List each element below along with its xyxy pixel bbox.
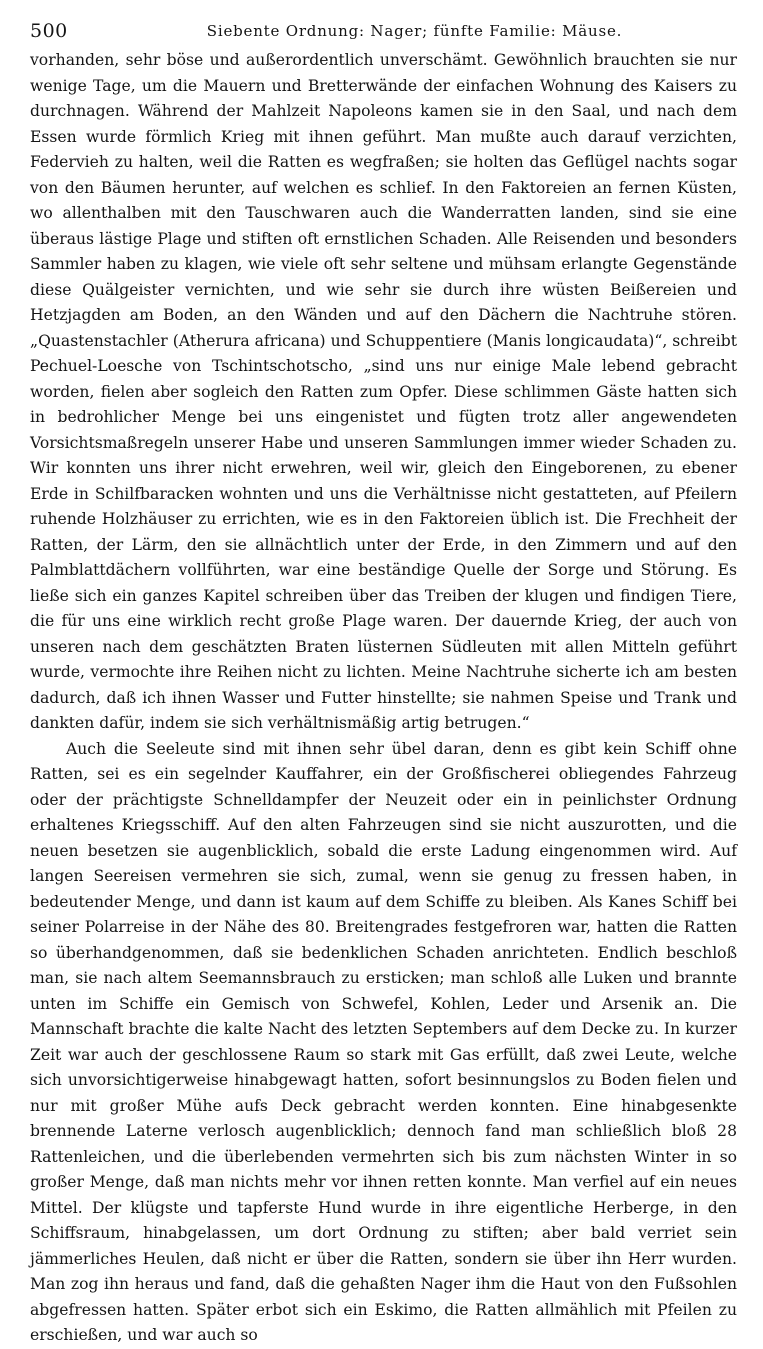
page-number: 500 <box>30 20 68 42</box>
running-head <box>30 14 737 48</box>
paragraph-seafarers: Auch die Seeleute sind mit ihnen sehr übel daran, denn es gibt kein Schiff ohne Ratten, sei es ein segelnder Kauffahrer, ein der Großfischerei obliegendes Fahrzeug oder der prächtigste Schnelldampfer der Neuzeit oder ein in peinlichster Ordnung erhaltenes Kriegsschiff. Auf den alten Fahrzeugen sind sie nicht auszurotten, und die neuen besetzen sie augenblicklich, sobald die erste Ladung eingenommen wird. Auf langen Seereisen vermehren sie sich, zumal, wenn sie genug zu fressen haben, in bedeutender Menge, und dann ist kaum auf dem Schiffe zu bleiben. Als Kanes Schiff bei seiner Polarreise in der Nähe des 80. Breitengrades festgefroren war, hatten die Ratten so überhandgenommen, daß sie bedenklichen Schaden anrichteten. Endlich beschloß man, sie nach altem Seemannsbrauch zu ersticken; man schloß alle Luken und brannte unten im Schiffe ein Gemisch von Schwefel, Kohlen, Leder und Arsenik an. Die Mannschaft brachte die kalte Nacht des letzten Septembers auf dem Decke zu. In kurzer Zeit war auch der geschlossene Raum so stark mit Gas erfüllt, daß zwei Leute, welche sich unvorsichtigerweise hinabgewagt hatten, sofort besinnungslos zu Boden fielen und nur mit großer Mühe aufs Deck gebracht werden konnten. Eine hinabgesenkte brennende Laterne verlosch augenblicklich; dennoch fand man schließlich bloß 28 Rattenleichen, und die überlebenden vermehrten sich bis zum nächsten Winter in so großer Menge, daß man nichts mehr vor ihnen retten konnte. Man verfiel auf ein neues Mittel. Der klügste und tapferste Hund wurde in ihre eigentliche Herberge, in den Schiffsraum, hinabgelassen, um dort Ordnung zu stiften; aber bald verriet sein jämmerliches Heulen, daß nicht er über die Ratten, sondern sie über ihn Herr wurden. Man zog ihn heraus und fand, daß die gehaßten Nager ihm die Haut von den Fußsohlen abgefressen hatten. Später erbot sich ein Eskimo, die Ratten allmählich mit Pfeilen zu erschießen, und war auch so <box>30 739 737 1344</box>
paragraph-continued: vorhanden, sehr böse und außerordentlich unverschämt. Gewöhnlich brauchten sie nur wenige Tage, um die Mauern und Bretterwände der einfachen Wohnung des Kaisers zu durchnagen. Während der Mahlzeit Napoleons kamen sie in den Saal, und nach dem Essen wurde förmlich Krieg mit ihnen geführt. Man mußte auch darauf verzichten, Federvieh zu halten, weil die Ratten es wegfraßen; sie holten das Geflügel nachts sogar von den Bäumen herunter, auf welchen es schlief. In den Faktoreien an fernen Küsten, wo allenthalben mit den Tauschwaren auch die Wanderratten landen, sind sie eine überaus lästige Plage und stiften oft ernstlichen Schaden. Alle Reisenden und besonders Sammler haben zu klagen, wie viele oft sehr seltene und mühsam erlangte Gegenstände diese Quälgeister vernichten, und wie sehr sie durch ihre wüsten Beißereien und Hetzjagden am Boden, an den Wänden und auf den Dächern die Nachtruhe stören. „Quastenstachler (Atherura africana) und Schuppentiere (Manis longicaudata)“, schreibt Pechuel-Loesche von Tschintschotscho, „sind uns nur einige Male lebend gebracht worden, fielen aber sogleich den Ratten zum Opfer. Diese schlimmen Gäste hatten sich in bedrohlicher Menge bei uns eingenistet und fügten trotz aller angewendeten Vorsichtsmaßregeln unserer Habe und unseren Sammlungen immer wieder Schaden zu. Wir konnten uns ihrer nicht erwehren, weil wir, gleich den Eingeborenen, zu ebener Erde in Schilfbaracken wohnten und uns die Verhältnisse nicht gestatteten, auf Pfeilern ruhende Holzhäuser zu errichten, wie es in den Faktoreien üblich ist. Die Frechheit der Ratten, der Lärm, den sie allnächtlich unter der Erde, in den Zimmern und auf den Palmblattdächern vollführten, war eine beständige Quelle der Sorge und Störung. Es ließe sich ein ganzes Kapitel schreiben über das Treiben der klugen und findigen Tiere, die für uns eine wirklich recht große Plage waren. Der dauernde Krieg, der auch von unseren nach dem geschätzten Braten lüsternen Südleuten mit allen Mitteln geführt wurde, vermochte ihre Reihen nicht zu lichten. Meine Nachtruhe sicherte ich am besten dadurch, daß ich ihnen Wasser und Futter hinstellte; sie nahmen Speise und Trank und dankten dafür, indem sie sich verhältnismäßig artig betrugen.“ <box>30 51 737 732</box>
body-text <box>30 48 737 1349</box>
running-title: Siebente Ordnung: Nager; fünfte Familie: Mäuse. <box>206 22 623 40</box>
